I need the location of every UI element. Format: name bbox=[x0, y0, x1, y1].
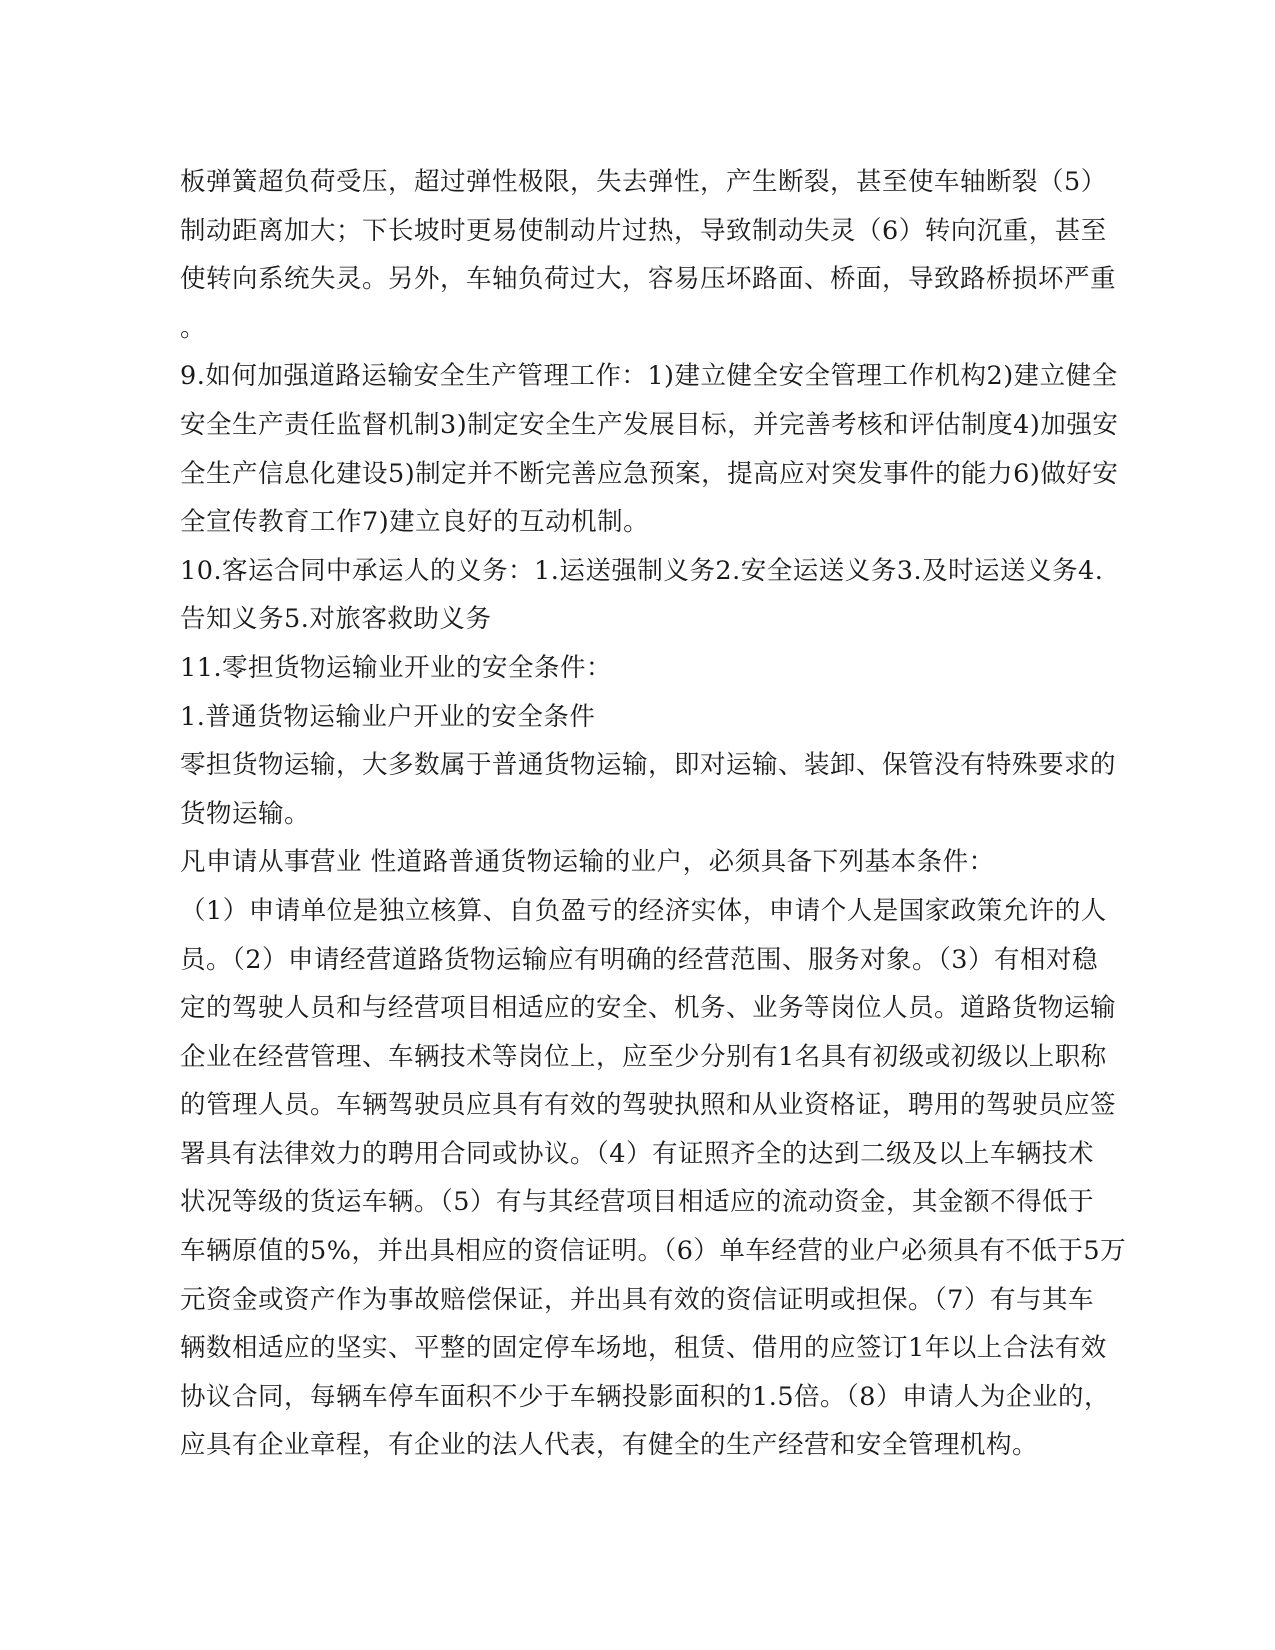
text-line: 定的驾驶人员和与经营项目相适应的安全、机务、业务等岗位人员。道路货物运输 bbox=[180, 993, 1117, 1024]
text-line: 员。（2）申请经营道路货物运输应有明确的经营范围、服务对象。（3）有相对稳 bbox=[180, 944, 1098, 975]
text-line: 10.客运合同中承运人的义务：1.运送强制义务2.安全运送义务3.及时运送义务4. bbox=[180, 555, 1104, 586]
text-line: 辆数相适应的坚实、平整的固定停车场地，租赁、借用的应签订1年以上合法有效 bbox=[180, 1333, 1107, 1364]
text-line: 使转向系统失灵。另外，车轴负荷过大，容易压坏路面、桥面，导致路桥损坏严重 bbox=[180, 264, 1117, 295]
text-line: 应具有企业章程，有企业的法人代表，有健全的生产经营和安全管理机构。 bbox=[180, 1430, 1039, 1461]
text-line: 状况等级的货运车辆。（5）有与其经营项目相适应的流动资金，其金额不得低于 bbox=[180, 1187, 1094, 1218]
text-line: 协议合同，每辆车停车面积不少于车辆投影面积的1.5倍。（8）申请人为企业的， bbox=[180, 1381, 1111, 1412]
text-line: 货物运输。 bbox=[180, 798, 311, 829]
text-line: （1）申请单位是独立核算、自负盈亏的经济实体，申请个人是国家政策允许的人 bbox=[180, 895, 1107, 926]
text-line: 1.普通货物运输业户开业的安全条件 bbox=[180, 701, 596, 732]
text-line: 署具有法律效力的聘用合同或协议。（4）有证照齐全的达到二级及以上车辆技术 bbox=[180, 1138, 1094, 1169]
text-line: 9.如何加强道路运输安全生产管理工作：1)建立健全安全管理工作机构2)建立健全 bbox=[180, 361, 1118, 392]
text-line: 的管理人员。车辆驾驶员应具有有效的驾驶执照和从业资格证，聘用的驾驶员应签 bbox=[180, 1090, 1117, 1121]
text-line: 安全生产责任监督机制3)制定安全生产发展目标，并完善考核和评估制度4)加强安 bbox=[180, 409, 1119, 440]
text-line: 板弹簧超负荷受压，超过弹性极限，失去弹性，产生断裂，甚至使车轴断裂（5） bbox=[180, 167, 1107, 197]
text-line: 车辆原值的5%，并出具相应的资信证明。（6）单车经营的业户必须具有不低于5万 bbox=[180, 1236, 1127, 1267]
text-line: 企业在经营管理、车辆技术等岗位上，应至少分别有1名具有初级或初级以上职称 bbox=[180, 1041, 1107, 1072]
text-line: 凡申请从事营业 性道路普通货物运输的业户，必须具备下列基本条件： bbox=[180, 847, 995, 878]
text-line: 11.零担货物运输业开业的安全条件： bbox=[180, 652, 613, 683]
text-line: 。 bbox=[180, 312, 207, 343]
text-line: 告知义务5.对旅客救助义务 bbox=[180, 604, 492, 635]
text-line: 元资金或资产作为事故赔偿保证，并出具有效的资信证明或担保。（7）有与其车 bbox=[180, 1284, 1094, 1315]
text-line: 制动距离加大；下长坡时更易使制动片过热，导致制动失灵（6）转向沉重，甚至 bbox=[180, 215, 1107, 246]
document-page bbox=[180, 158, 1127, 1470]
text-line: 全宣传教育工作7)建立良好的互动机制。 bbox=[180, 507, 650, 538]
text-line: 零担货物运输，大多数属于普通货物运输，即对运输、装卸、保管没有特殊要求的 bbox=[180, 750, 1117, 781]
text-line: 全生产信息化建设5)制定并不断完善应急预案，提高应对突发事件的能力6)做好安 bbox=[180, 458, 1119, 489]
